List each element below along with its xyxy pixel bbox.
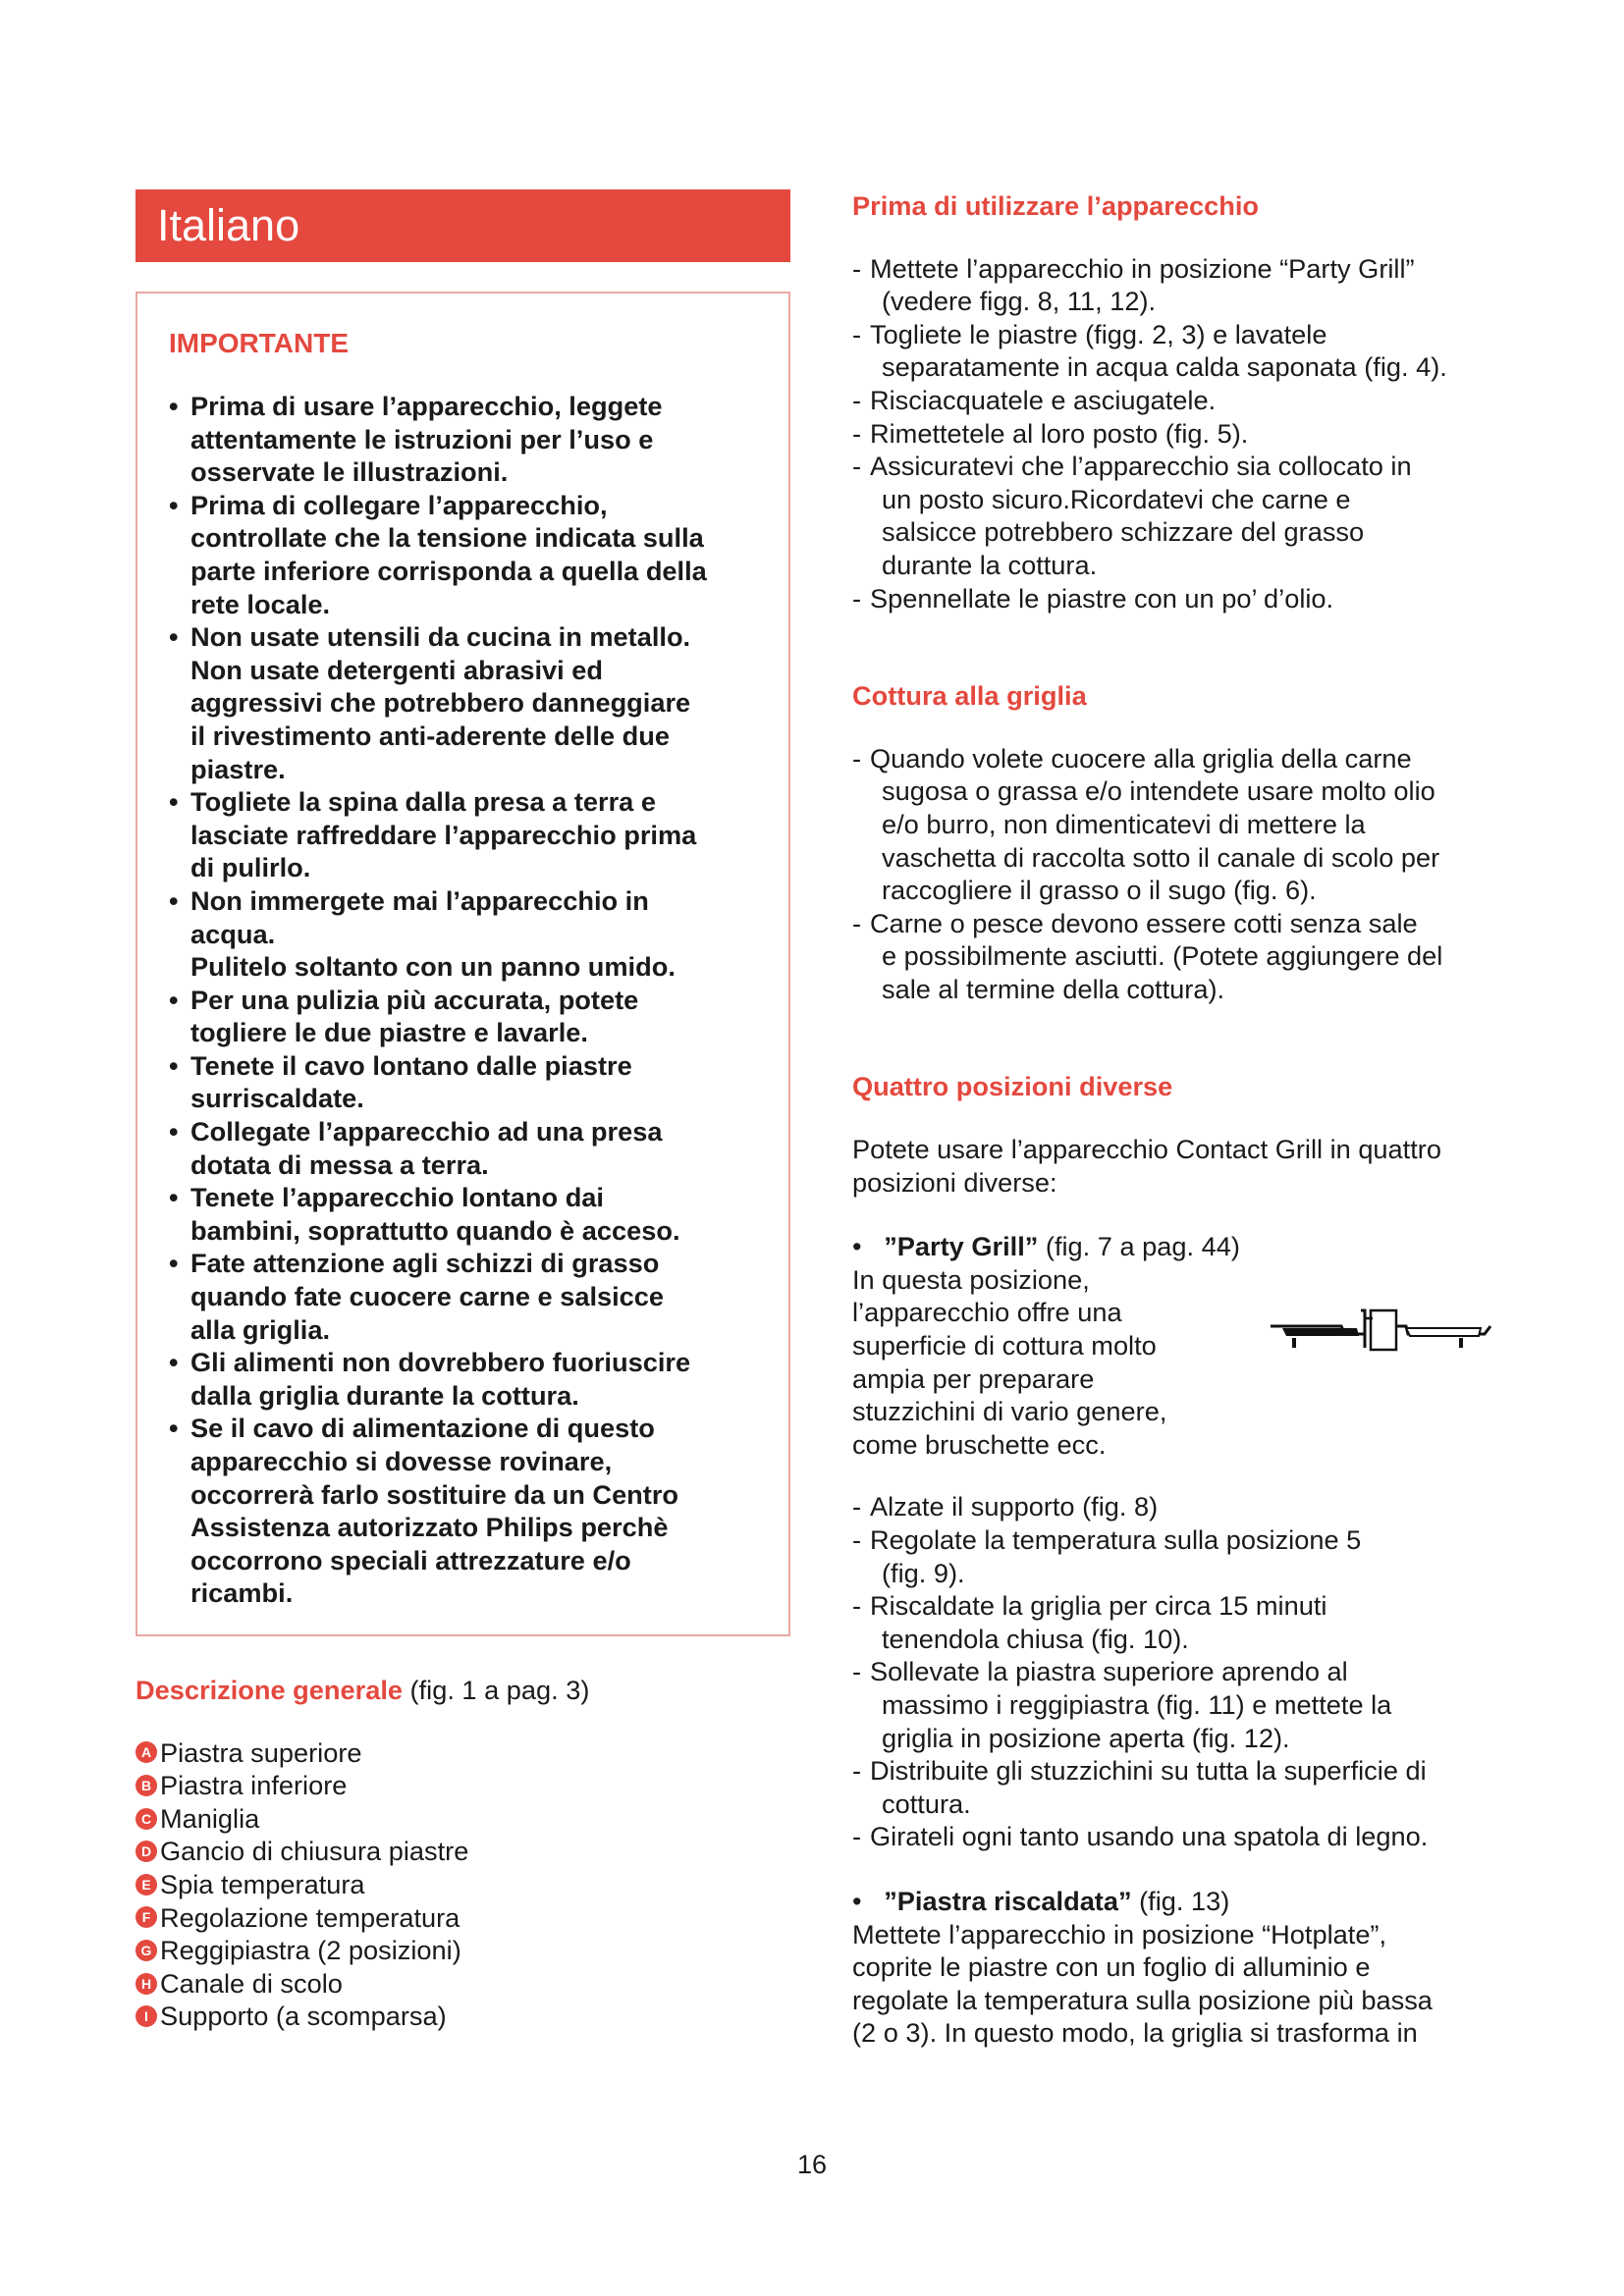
- party-step-line: - Riscaldate la griglia per circa 15 minuti: [870, 1590, 1327, 1622]
- important-line: occorrono speciali attrezzature e/o: [190, 1544, 631, 1575]
- hotplate-text-line: Mettete l’apparecchio in posizione “Hotplate”,: [852, 1918, 1387, 1949]
- part-label: Regolazione temperatura: [160, 1901, 460, 1933]
- important-line: Non usate detergenti abrasivi ed: [190, 654, 604, 685]
- important-line: • Per una pulizia più accurata, potete: [190, 984, 639, 1015]
- before-use-item-line: - Risciacquatele e asciugatele.: [870, 384, 1217, 415]
- important-line: osservate le illustrazioni.: [190, 456, 509, 488]
- party-step-line: - Alzate il supporto (fig. 8): [870, 1491, 1159, 1522]
- part-item: [135, 2000, 790, 2033]
- important-line: • Prima di usare l’apparecchio, leggete: [190, 391, 663, 421]
- important-line: piastre.: [190, 753, 286, 784]
- party-step: [852, 1820, 1520, 1853]
- before-use-item-line: - Assicuratevi che l’apparecchio sia collocato in: [870, 451, 1412, 482]
- part-item: [135, 1802, 790, 1836]
- part-letter-badge: A: [135, 1741, 157, 1763]
- important-line: attentamente le istruzioni per l’uso e: [190, 423, 654, 454]
- before-use-item: [852, 318, 1520, 384]
- party-text-line: l’apparecchio offre una: [852, 1297, 1122, 1328]
- important-item: [169, 785, 759, 884]
- part-label: Supporto (a scomparsa): [160, 2001, 447, 2032]
- grilling-item-line: e/o burro, non dimenticatevi di mettere la: [882, 808, 1366, 839]
- important-line: occorrerà farlo sostituire da un Centro: [190, 1478, 679, 1510]
- important-item: [169, 620, 759, 785]
- party-step-line: griglia in posizione aperta (fig. 12).: [882, 1722, 1290, 1753]
- part-label: Piastra inferiore: [160, 1770, 348, 1801]
- part-letter-badge: B: [135, 1775, 157, 1796]
- important-item: [169, 390, 759, 489]
- language-banner: Italiano: [135, 189, 790, 262]
- before-use-item-line: un posto sicuro.Ricordatevi che carne e: [882, 483, 1351, 514]
- grilling-item-line: sale al termine della cottura).: [882, 973, 1225, 1004]
- grilling-item-line: - Carne o pesce devono essere cotti senza sale: [870, 907, 1418, 938]
- important-line: rete locale.: [190, 588, 331, 619]
- party-text-line: superficie di cottura molto: [852, 1330, 1157, 1362]
- party-grill-ref: (fig. 7 a pag. 44): [1038, 1231, 1240, 1262]
- before-use-item-line: - Rimettetele al loro posto (fig. 5).: [870, 417, 1249, 449]
- bullet-glyph: •: [852, 1885, 862, 1916]
- intro-line: posizioni diverse:: [852, 1166, 1057, 1198]
- before-use-item: [852, 384, 1520, 417]
- hotplate-text-line: regolate la temperatura sulla posizione più bassa: [852, 1984, 1433, 2015]
- part-letter-badge: C: [135, 1808, 157, 1830]
- right-column: [852, 189, 1520, 2050]
- grilling-item: [852, 742, 1520, 907]
- party-step: [852, 1589, 1520, 1655]
- grilling-item: [852, 907, 1520, 1006]
- important-line: surriscaldate.: [190, 1083, 364, 1114]
- description-title: Descrizione generale: [135, 1675, 403, 1705]
- grilling-list: [852, 742, 1520, 1006]
- important-item: [169, 884, 759, 984]
- party-text-line: stuzzichini di vario genere,: [852, 1396, 1167, 1427]
- important-line: acqua.: [190, 918, 276, 949]
- party-step-line: - Distribuite gli stuzzichini su tutta la superficie di: [870, 1755, 1427, 1787]
- party-step-line: cottura.: [882, 1788, 971, 1819]
- important-item: [169, 1247, 759, 1346]
- important-line: • Non immergete mai l’apparecchio in: [190, 884, 649, 916]
- important-line: il rivestimento anti-aderente delle due: [190, 720, 670, 751]
- important-item: [169, 489, 759, 620]
- party-step: [852, 1523, 1520, 1589]
- important-line: aggressivi che potrebbero danneggiare: [190, 687, 691, 719]
- important-line: parte inferiore corrisponda a quella della: [190, 555, 707, 586]
- party-grill-steps: [852, 1490, 1520, 1853]
- important-box: [135, 292, 790, 1636]
- grilling-item-line: raccogliere il grasso o il sugo (fig. 6).: [882, 875, 1317, 906]
- part-item: [135, 1967, 790, 2001]
- part-item: [135, 1835, 790, 1868]
- description-ref: (fig. 1 a pag. 3): [403, 1675, 590, 1705]
- before-use-item-line: salsicce potrebbero schizzare del grasso: [882, 516, 1365, 548]
- positions-intro: [852, 1133, 1520, 1199]
- important-line: • Se il cavo di alimentazione di questo: [190, 1413, 655, 1444]
- important-line: • Tenete l’apparecchio lontano dai: [190, 1182, 604, 1213]
- part-item: [135, 1868, 790, 1901]
- important-line: alla griglia.: [190, 1313, 331, 1345]
- part-item: [135, 1769, 790, 1802]
- important-list: [169, 390, 759, 1610]
- important-line: di pulirlo.: [190, 852, 311, 883]
- before-use-item-line: (vedere figg. 8, 11, 12).: [882, 286, 1157, 317]
- grilling-item-line: e possibilmente asciutti. (Potete aggiungere del: [882, 940, 1443, 972]
- important-line: quando fate cuocere carne e salsicce: [190, 1281, 665, 1312]
- party-step-line: massimo i reggipiastra (fig. 11) e mettete la: [882, 1688, 1392, 1720]
- important-item: [169, 1181, 759, 1247]
- party-step-line: (fig. 9).: [882, 1557, 965, 1588]
- important-line: • Collegate l’apparecchio ad una presa: [190, 1116, 663, 1148]
- before-use-list: [852, 252, 1520, 615]
- before-use-item-line: durante la cottura.: [882, 549, 1098, 580]
- part-label: Spia temperatura: [160, 1868, 365, 1899]
- bullet-glyph: •: [852, 1231, 862, 1262]
- before-use-item: [852, 417, 1520, 451]
- important-line: Pulitelo soltanto con un panno umido.: [190, 951, 676, 983]
- part-letter-badge: D: [135, 1841, 157, 1862]
- important-title: IMPORTANTE: [169, 328, 350, 358]
- important-line: controllate che la tensione indicata sulla: [190, 522, 704, 554]
- hotplate-name: ”Piastra riscaldata”: [884, 1885, 1132, 1916]
- important-line: bambini, soprattutto quando è acceso.: [190, 1214, 680, 1246]
- party-grill-heading: [852, 1230, 1520, 1263]
- party-grill-name: ”Party Grill”: [884, 1231, 1039, 1262]
- party-text-line: come bruschette ecc.: [852, 1428, 1107, 1460]
- positions-title: Quattro posizioni diverse: [852, 1071, 1173, 1102]
- important-line: • Togliete la spina dalla presa a terra e: [190, 786, 656, 818]
- part-item: [135, 1736, 790, 1770]
- important-item: [169, 1412, 759, 1610]
- party-text-line: In questa posizione,: [852, 1263, 1090, 1295]
- parts-list: [135, 1736, 790, 2033]
- before-use-item-line: - Spennellate le piastre con un po’ d’olio.: [870, 582, 1334, 614]
- party-text-line: ampia per preparare: [852, 1362, 1095, 1394]
- important-line: • Fate attenzione agli schizzi di grasso: [190, 1248, 660, 1279]
- party-step: [852, 1490, 1520, 1523]
- important-item: [169, 1049, 759, 1115]
- grilling-title: Cottura alla griglia: [852, 680, 1087, 712]
- hotplate-text-line: coprite le piastre con un foglio di alluminio e: [852, 1951, 1371, 1983]
- party-grill-text: [852, 1263, 1216, 1462]
- description-heading: [135, 1674, 790, 1707]
- party-step-line: - Sollevate la piastra superiore aprendo al: [870, 1656, 1348, 1687]
- party-grill-illustration: [1263, 1289, 1498, 1367]
- important-item: [169, 1346, 759, 1412]
- party-step-line: tenendola chiusa (fig. 10).: [882, 1623, 1189, 1654]
- important-line: dalla griglia durante la cottura.: [190, 1379, 579, 1411]
- party-step: [852, 1754, 1520, 1820]
- important-line: lasciate raffreddare l’apparecchio prima: [190, 819, 697, 850]
- party-step: [852, 1655, 1520, 1754]
- important-line: dotata di messa a terra.: [190, 1148, 489, 1180]
- part-letter-badge: F: [135, 1906, 157, 1928]
- hotplate-text-line: (2 o 3). In questo modo, la griglia si trasforma in: [852, 2017, 1418, 2049]
- page-number: 16: [796, 2150, 828, 2179]
- part-item: [135, 1901, 790, 1935]
- important-line: togliere le due piastre e lavarle.: [190, 1017, 588, 1048]
- party-step-line: - Girateli ogni tanto usando una spatola di legno.: [870, 1821, 1429, 1852]
- before-use-item: [852, 450, 1520, 581]
- part-label: Piastra superiore: [160, 1736, 362, 1768]
- important-line: Assistenza autorizzato Philips perchè: [190, 1512, 669, 1543]
- before-use-item: [852, 252, 1520, 318]
- before-use-title: Prima di utilizzare l’apparecchio: [852, 190, 1259, 221]
- part-label: Maniglia: [160, 1802, 260, 1834]
- hotplate-ref: (fig. 13): [1131, 1885, 1230, 1916]
- important-line: ricambi.: [190, 1577, 294, 1609]
- intro-line: Potete usare l’apparecchio Contact Grill in quattro: [852, 1134, 1441, 1165]
- before-use-item-line: separatamente in acqua calda saponata (fig. 4).: [882, 351, 1447, 383]
- part-letter-badge: H: [135, 1973, 157, 1995]
- part-letter-badge: G: [135, 1940, 157, 1961]
- part-item: [135, 1934, 790, 1967]
- hotplate-text: [852, 1918, 1520, 2050]
- important-line: • Gli alimenti non dovrebbero fuoriuscire: [190, 1347, 691, 1378]
- grilling-item-line: - Quando volete cuocere alla griglia della carne: [870, 742, 1412, 774]
- important-line: • Non usate utensili da cucina in metallo.: [190, 621, 691, 653]
- before-use-item: [852, 582, 1520, 615]
- important-item: [169, 1115, 759, 1181]
- grilling-item-line: vaschetta di raccolta sotto il canale di scolo per: [882, 841, 1440, 873]
- part-letter-badge: E: [135, 1874, 157, 1896]
- before-use-item-line: - Togliete le piastre (figg. 2, 3) e lavatele: [870, 318, 1327, 349]
- left-column: [135, 189, 790, 2033]
- important-line: apparecchio si dovesse rovinare,: [190, 1446, 613, 1476]
- part-letter-badge: I: [135, 2005, 157, 2027]
- before-use-item-line: - Mettete l’apparecchio in posizione “Party Grill”: [870, 252, 1415, 284]
- part-label: Gancio di chiusura piastre: [160, 1836, 469, 1867]
- important-line: • Tenete il cavo lontano dalle piastre: [190, 1049, 632, 1081]
- part-label: Canale di scolo: [160, 1967, 343, 1999]
- party-grill-block: [852, 1230, 1520, 1461]
- important-line: • Prima di collegare l’apparecchio,: [190, 489, 608, 520]
- important-item: [169, 984, 759, 1049]
- grilling-item-line: sugosa o grassa e/o intendete usare molto olio: [882, 775, 1435, 807]
- hotplate-heading: [852, 1885, 1520, 1918]
- part-label: Reggipiastra (2 posizioni): [160, 1935, 461, 1966]
- party-step-line: - Regolate la temperatura sulla posizione 5: [870, 1524, 1362, 1555]
